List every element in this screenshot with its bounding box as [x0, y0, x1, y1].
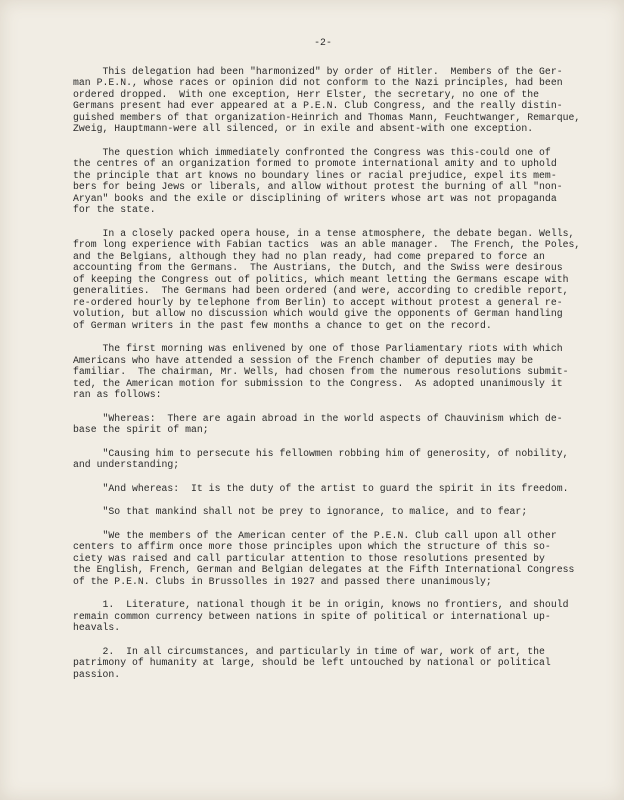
text-line: Germans present had ever appeared at a P.E.N. Club Congress, and the really distin-	[73, 100, 563, 111]
text-line: and understanding;	[73, 459, 180, 470]
text-line: re-ordered hourly by telephone from Berlin) to accept without protest a general re-	[73, 296, 563, 308]
paragraph	[73, 448, 573, 471]
text-line: passion.	[73, 668, 121, 680]
text-line: the principle that art knows no boundary lines or racial prejudice, expel its mem-	[73, 169, 557, 181]
text-line: generalities. The Germans had been ordered (and were, according to credible report,	[73, 285, 569, 296]
text-line: "And whereas: It is the duty of the artist to guard the spirit in its freedom.	[73, 482, 569, 494]
paragraph	[73, 413, 573, 436]
text-line: ted, the American motion for submission to the Congress. As adopted unanimously it	[73, 377, 563, 389]
text-line: of the P.E.N. Clubs in Brussolles in 1927 and passed there unanimously;	[73, 575, 492, 587]
paragraph	[73, 599, 573, 634]
text-line: "We the members of the American center of the P.E.N. Club call upon all other	[73, 529, 557, 541]
text-line: 2. In all circumstances, and particularly in time of war, work of art, the	[73, 645, 545, 657]
text-line: man P.E.N., whose races or opinion did not conform to the Nazi principles, had been	[73, 77, 563, 88]
text-line: ordered dropped. With one exception, Herr Elster, the secretary, no one of the	[73, 88, 540, 100]
text-line: for the state.	[73, 204, 156, 215]
text-line: guished members of that organization-Heinrich and Thomas Mann, Feuchtwanger, Remarque,	[73, 111, 581, 123]
text-line: patrimony of humanity at large, should be left untouched by national or political	[73, 657, 551, 668]
text-line: remain common currency between nations in spite of political or international up-	[73, 610, 551, 622]
text-line: Americans who have attended a session of the French chamber of deputies may be	[73, 354, 534, 366]
text-line: of keeping the Congress out of politics, which meant letting the Germans escape with	[73, 273, 569, 285]
text-line: the centres of an organization formed to promote international amity and to uphold	[73, 158, 557, 169]
text-line: volution, but allow no discussion which would give the opponents of German handling	[73, 308, 563, 319]
document-body	[73, 65, 581, 681]
text-line: "So that mankind shall not be prey to ignorance, to malice, and to fear;	[73, 506, 528, 517]
text-line: of German writers in the past few months a chance to get on the record.	[73, 319, 492, 331]
text-line: 1. Literature, national though it be in origin, knows no frontiers, and should	[73, 599, 569, 610]
text-line: from long experience with Fabian tactics was an able manager. The French, the Poles,	[73, 239, 581, 250]
text-line: accounting from the Germans. The Austrians, the Dutch, and the Swiss were desirous	[73, 262, 563, 273]
paragraph	[73, 483, 573, 495]
text-line: familiar. The chairman, Mr. Wells, had chosen from the numerous resolutions submit-	[73, 366, 569, 377]
paragraph	[73, 147, 573, 216]
text-line: This delegation had been "harmonized" by order of Hitler. Members of the Ger-	[73, 65, 563, 77]
page-number: -2-	[314, 37, 332, 48]
text-line: The first morning was enlivened by one of those Parliamentary riots with which	[73, 343, 563, 354]
text-line: the English, French, German and Belgian delegates at the Fifth International Congress	[73, 564, 575, 575]
text-line: base the spirit of man;	[73, 424, 209, 435]
page-text	[73, 37, 581, 692]
text-line: ran as follows:	[73, 389, 162, 400]
text-line: "Whereas: There are again abroad in the world aspects of Chauvinism which de-	[73, 412, 563, 424]
text-line: "Causing him to persecute his fellowmen robbing him of generosity, of nobility,	[73, 447, 569, 459]
paragraph	[73, 530, 573, 588]
paragraph	[73, 646, 573, 681]
text-line: heavals.	[73, 622, 121, 633]
text-line: In a closely packed opera house, in a tense atmosphere, the debate began. Wells,	[73, 227, 575, 239]
text-line: centers to affirm once more those principles upon which the structure of this so-	[73, 541, 551, 552]
text-line: and the Belgians, although they had no plan ready, had come prepared to force an	[73, 250, 545, 262]
text-line: Zweig, Hauptmann-were all silenced, or in exile and absent-with one exception.	[73, 123, 534, 134]
text-line: Aryan" books and the exile or disciplining of writers whose art was not propaganda	[73, 192, 557, 204]
paragraph	[73, 65, 581, 135]
text-line: bers for being Jews or liberals, and allow without protest the burning of all "non-	[73, 181, 563, 192]
text-line: ciety was raised and call particular attention to those resolutions presented by	[73, 552, 545, 564]
paragraph	[73, 506, 573, 518]
paragraph	[73, 343, 573, 401]
paragraph	[73, 227, 581, 332]
text-line: The question which immediately confronted the Congress was this-could one of	[73, 146, 551, 158]
